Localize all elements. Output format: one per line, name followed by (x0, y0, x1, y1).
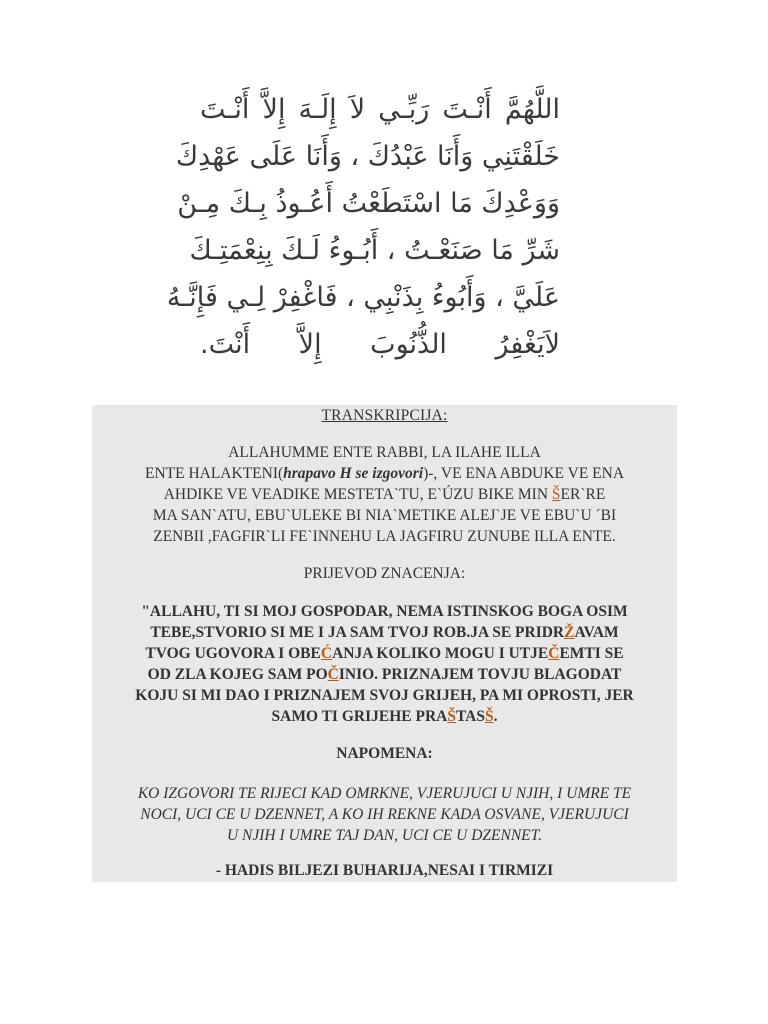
pronunciation-note: hrapavo H se izgovori (283, 465, 424, 482)
meaning-line: KOJU SI MI DAO I PRIZNAJEM SVOJ GRIJEH, PA MI OPROSTI, JER (135, 687, 634, 704)
letter-link[interactable]: Š (551, 486, 561, 503)
arabic-line: لاَيَغْفِرُ الذُّنُوبَ إِلاَّ أَنْتَ. (200, 329, 560, 360)
translit-line: MA SAN`ATU, EBU`ULEKE BI NIA`METIKE ALEJ`JE VE EBU`U ´BI (152, 507, 617, 524)
translit-line: ENTE HALAKTENI(hrapavo H se izgovori)-, VE ENA ABDUKE VE ENA (144, 465, 625, 482)
arabic-line: اللَّهُمَّ أَنْـتَ رَبِّـي لاَ إِلَـهَ إِلاَّ أَنْـتَ (200, 94, 560, 125)
meaning-line: TVOG UGOVORA I OBEĆANJA KOLIKO MOGU I UTJEČEMTI SE (145, 645, 624, 662)
hadis-source: - HADIS BILJEZI BUHARIJA,NESAI I TIRMIZI (215, 862, 554, 879)
meaning-paragraph (92, 601, 677, 727)
translit-line: AHDIKE VE VEADIKE MESTETA`TU, E`ÚZU BIKE MIN ŠER`RE (163, 486, 606, 503)
note-line: U NJIH I UMRE TAJ DAN, UCI CE U DZENNET. (226, 827, 542, 844)
transkripcija-heading: TRANSKRIPCIJA: (321, 407, 448, 424)
arabic-line: عَلَيَّ ، وَأَبُوءُ بِذَنْبِي ، فَاغْفِرْ لِـي فَإِنَّـهُ (166, 282, 560, 313)
arabic-line: وَوَعْدِكَ مَا اسْتَطَعْتُ أَعُـوذُ بِـكَ مِـنْ (177, 188, 560, 219)
translit-line: ALLAHUMME ENTE RABBI, LA ILAHE ILLA (228, 444, 541, 461)
letter-link[interactable]: Ć (320, 645, 333, 662)
letter-link[interactable]: Č (548, 645, 560, 662)
letter-link[interactable]: Š (484, 708, 494, 725)
arabic-line: شَرِّ مَا صَنَعْـتُ ، أَبُـوءُ لَـكَ بِنِعْمَتِـكَ (189, 235, 560, 266)
meaning-line: OD ZLA KOJEG SAM POČINIO. PRIZNAJEM TOVJU BLAGODAT (147, 666, 622, 683)
napomena-heading: NAPOMENA: (336, 745, 433, 762)
letter-link[interactable]: Ž (564, 624, 575, 641)
arabic-line: خَلَقْتَنِي وَأَنَا عَبْدُكَ ، وَأَنَا عَلَى عَهْدِكَ (175, 141, 560, 172)
meaning-line: SAMO TI GRIJEHE PRAŠTASŠ. (271, 708, 498, 725)
note-line: KO IZGOVORI TE RIJECI KAD OMRKNE, VJERUJUCI U NJIH, I UMRE TE (137, 785, 632, 802)
letter-link[interactable]: Š (447, 708, 456, 725)
transliteration-paragraph (92, 442, 677, 547)
prijevod-heading: PRIJEVOD ZNACENJA: (303, 565, 466, 582)
text-box (92, 405, 677, 882)
arabic-dua-image (166, 86, 560, 368)
translit-line: ZENBII ,FAGFIR`LI FE`INNEHU LA JAGFIRU ZUNUBE ILLA ENTE. (153, 528, 616, 545)
letter-link[interactable]: Č (327, 666, 339, 683)
note-line: NOCI, UCI CE U DZENNET, A KO IH REKNE KADA OSVANE, VJERUJUCI (140, 806, 629, 823)
meaning-line: TEBE,STVORIO SI ME I JA SAM TVOJ ROB.JA SE PRIDRŽAVAM (150, 624, 619, 641)
meaning-line: "ALLAHU, TI SI MOJ GOSPODAR, NEMA ISTINSKOG BOGA OSIM (141, 603, 628, 620)
note-paragraph (92, 783, 677, 846)
